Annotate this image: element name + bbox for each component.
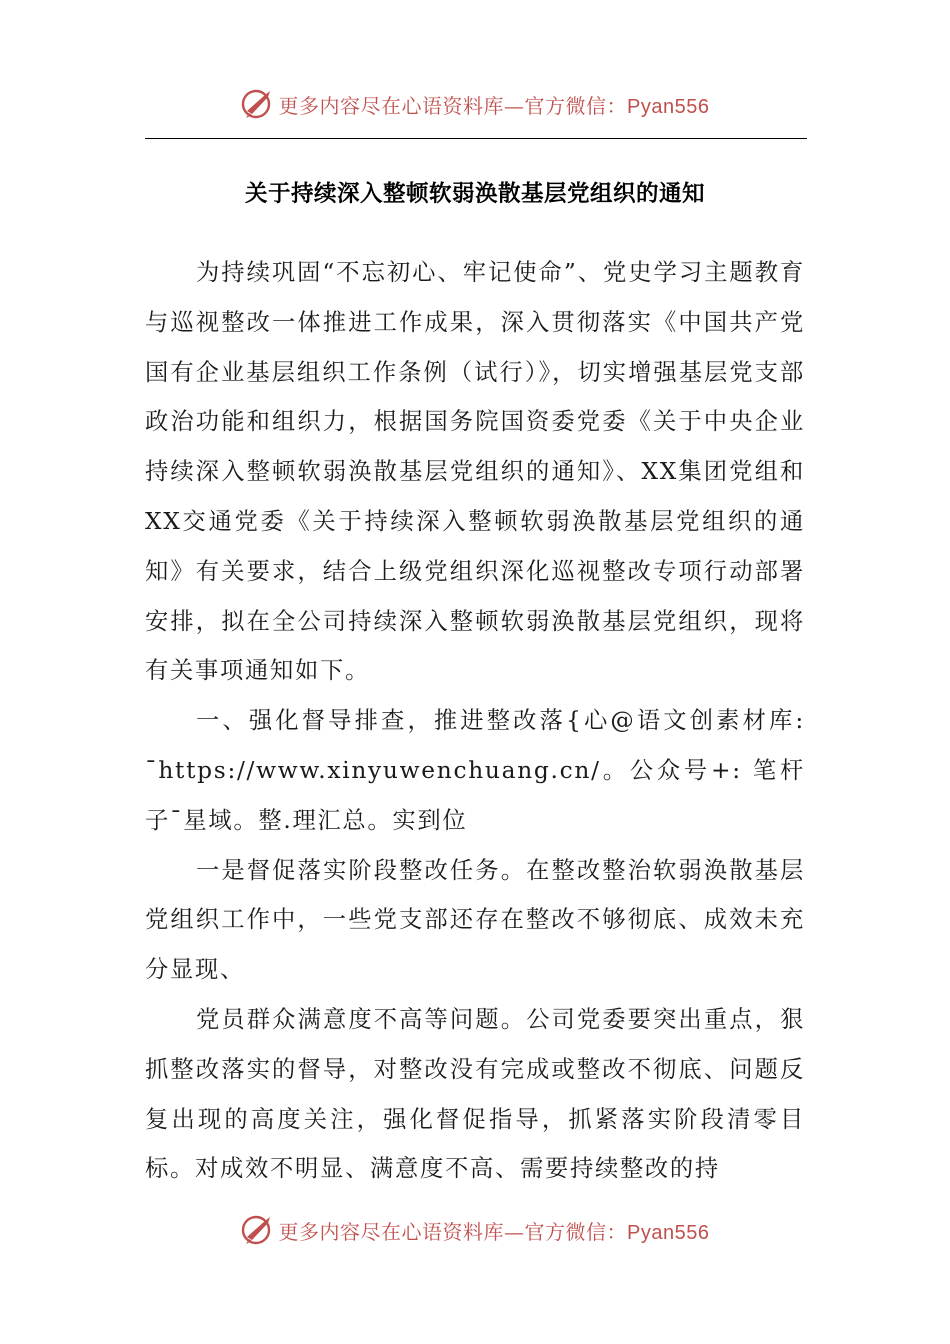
header-banner-account: Pyan556	[627, 95, 710, 118]
header-banner-text: 更多内容尽在心语资料库—官方微信：Pyan556	[278, 93, 710, 118]
paragraph-continuation: 党员群众满意度不高等问题。公司党委要突出重点，狠抓整改落实的督导，对整改没有完成或整改不彻底、问题反复出现的高度关注，强化督促指导，抓紧落实阶段清零目标。对成效不明显、满意度不高、需要持续整改的持	[145, 1005, 805, 1183]
paragraph-point-one: 一是督促落实阶段整改任务。在整改整治软弱涣散基层党组织工作中，一些党支部还存在整改不够彻底、成效未充分显现、	[145, 856, 805, 984]
pen-logo-icon	[241, 1213, 275, 1247]
document-title: 关于持续深入整顿软弱涣散基层党组织的通知	[244, 181, 705, 207]
footer-banner	[0, 1210, 950, 1250]
footer-banner-text: 更多内容尽在心语资料库—官方微信：Pyan556	[278, 1219, 710, 1244]
paragraph-section-heading: 一、强化督导排查，推进整改落{心@语文创素材库: ¯https://www.xinyuwenchuang.cn/。公众号+: 笔杆子¯星域。整.理汇总。实到位	[145, 707, 805, 834]
header-divider	[145, 138, 807, 139]
footer-banner-account: Pyan556	[627, 1221, 710, 1244]
paragraph-intro: 为持续巩固“不忘初心、牢记使命”、党史学习主题教育与巡视整改一体推进工作成果，深入贯彻落实《中国共产党国有企业基层组织工作条例（试行）》，切实增强基层党支部政治功能和组织力，根据国务院国资委党委《关于中央企业持续深入整顿软弱涣散基层党组织的通知》、XX集团党组和XX交通党委《关于持续深入整顿软弱涣散基层党组织的通知》有关要求，结合上级党组织深化巡视整改专项行动部署安排，拟在全公司持续深入整顿软弱涣散基层党组织，现将有关事项通知如下。	[145, 259, 805, 685]
header-banner	[0, 84, 950, 124]
document-body	[145, 248, 805, 1194]
pen-logo-icon	[241, 87, 275, 121]
